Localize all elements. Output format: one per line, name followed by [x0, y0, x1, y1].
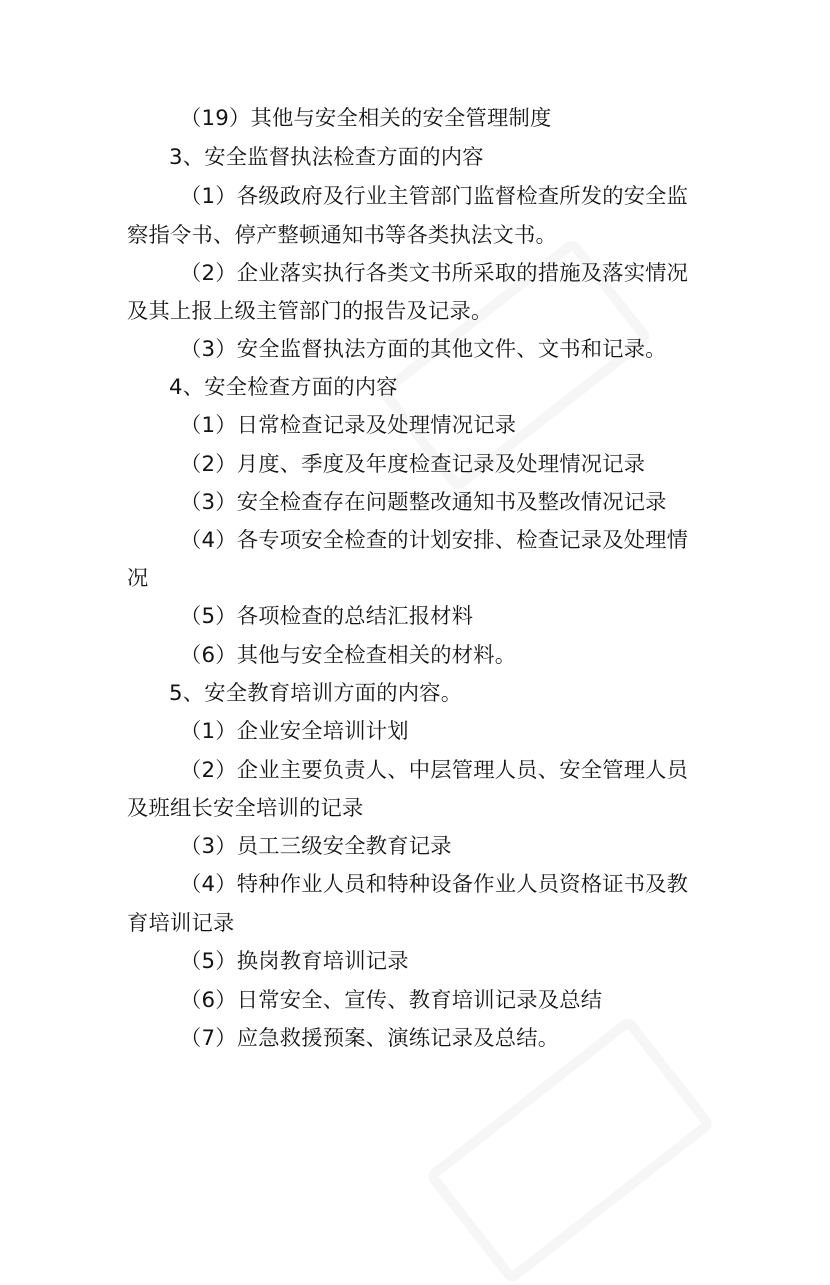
list-item: （1）各级政府及行业主管部门监督检查所发的安全监 [180, 184, 689, 209]
list-item: （6）其他与安全检查相关的材料。 [180, 643, 517, 668]
watermark-stamp [424, 1015, 715, 1285]
list-item-continuation: 育培训记录 [127, 911, 235, 936]
list-item: （3）安全检查存在问题整改通知书及整改情况记录 [180, 490, 667, 515]
list-item: （2）月度、季度及年度检查记录及处理情况记录 [180, 452, 646, 477]
list-item: （2）企业落实执行各类文书所采取的措施及落实情况 [180, 261, 689, 286]
list-item: （5）各项检查的总结汇报材料 [180, 604, 474, 629]
list-item: （6）日常安全、宣传、教育培训记录及总结 [180, 988, 603, 1013]
list-item: （4）特种作业人员和特种设备作业人员资格证书及教 [180, 872, 689, 897]
list-item: （4）各专项安全检查的计划安排、检查记录及处理情 [180, 528, 689, 553]
section-heading: 5、安全教育培训方面的内容。 [169, 681, 463, 706]
list-item-continuation: 及其上报上级主管部门的报告及记录。 [127, 299, 493, 324]
list-item: （3）员工三级安全教育记录 [180, 834, 452, 859]
section-heading: 3、安全监督执法检查方面的内容 [169, 145, 484, 170]
list-item-continuation: 及班组长安全培训的记录 [127, 796, 364, 821]
list-item: （7）应急救援预案、演练记录及总结。 [180, 1026, 560, 1051]
list-item: （5）换岗教育培训记录 [180, 949, 409, 974]
list-item-continuation: 况 [127, 566, 149, 591]
list-item: （2）企业主要负责人、中层管理人员、安全管理人员 [180, 758, 689, 783]
list-item-continuation: 察指令书、停产整顿通知书等各类执法文书。 [127, 223, 557, 248]
list-item: （19）其他与安全相关的安全管理制度 [180, 106, 552, 131]
list-item: （1）企业安全培训计划 [180, 719, 409, 744]
list-item: （3）安全监督执法方面的其他文件、文书和记录。 [180, 337, 667, 362]
section-heading: 4、安全检查方面的内容 [169, 375, 398, 400]
list-item: （1）日常检查记录及处理情况记录 [180, 413, 517, 438]
